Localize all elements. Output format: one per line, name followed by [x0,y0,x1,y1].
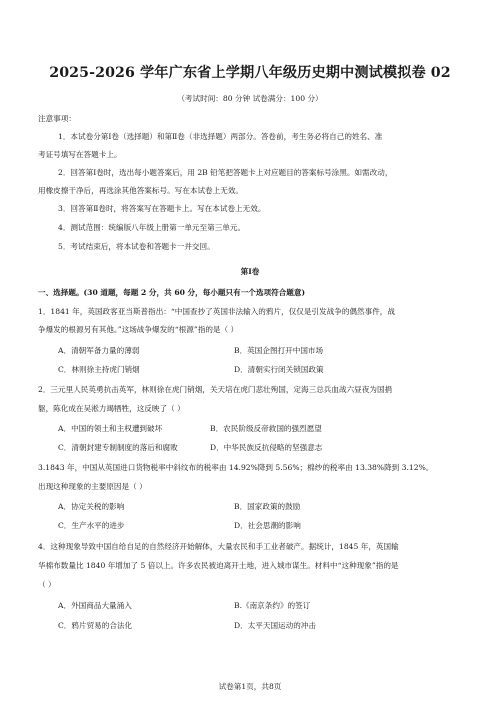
question-stem: 出现这种现象的主要原因是（ ） [38,482,147,491]
question-stem: （ ） [38,580,56,589]
option-c: C．鸦片贸易的合法化 [58,621,133,630]
question-stem: 2．三元里人民英勇抗击英军，林则徐在虎门销烟，关天培在虎门悲壮殉国，定海三总兵血战六昼夜为国捐 [38,385,393,394]
question-stem: 4．这种现象导致中国自给自足的自然经济开始解体，大量农民和手工业者破产。据统计，1845 年，英国输 [38,542,399,551]
question-stem: 1．1841 年，英国政客亚当斯普指出：“中国查抄了英国非法输入的鸦片，仅仅是引发战争的偶然事件，战 [38,307,395,316]
option-b: B．国家政策的鼓励 [234,502,301,511]
notes-heading: 注意事项： [38,114,76,123]
option-a: A．清朝军备力量的薄弱 [58,346,140,355]
option-b: B．英国企图打开中国市场 [234,346,324,355]
section-heading: 一、选择题。(30 道题，每题 2 分，共 60 分，每小题只有一个选项符合题意) [38,288,306,297]
question-stem: 3.1843 年，中国从英国进口货物税率中斜纹布的税率由 14.92%降到 5.56%；棉纱的税率由 13.38%降到 3.12%。 [38,463,434,472]
exam-subtitle: （考试时间：80 分钟 试卷满分：100 分） [177,94,323,103]
option-c: C．生产水平的进步 [58,521,125,530]
note-line: 考证号填写在答题卡上。 [38,150,122,159]
note-line: 4．测试范围：统编版八年级上册第一单元至第三单元。 [58,223,246,232]
option-d: D．清朝实行闭关锁国政策 [234,365,324,374]
question-stem: 华棉布数量比 1840 年增加了 5 倍以上。许多农民被迫离开土地，进入城市谋生。材料中“这种现象”指的是 [38,561,399,570]
volume-title: 第Ⅰ卷 [240,267,260,276]
option-d: D．太平天国运动的冲击 [234,621,317,630]
question-stem: 争爆发的根源另有其他。”这场战争爆发的“根源”指的是（ ） [38,325,239,334]
option-d: D．社会思潮的影响 [234,521,301,530]
option-c: C．清朝封建专制制度的落后和腐败 [58,443,178,452]
option-a: A．中国的领土和主权遭到破坏 [58,424,163,433]
option-a: A．外国商品大量涌入 [58,601,132,610]
option-a: A．协定关税的影响 [58,502,125,511]
exam-title: 2025-2026 学年广东省上学期八年级历史期中测试模拟卷 02 [49,65,451,81]
option-b: B．农民阶级反帝救国的强烈愿望 [210,424,322,433]
option-c: C．林则徐主持虎门销烟 [58,365,140,374]
note-line: 5．考试结束后，将本试卷和答题卡一并交回。 [58,242,215,251]
option-b: B.《南京条约》的签订 [234,601,311,610]
question-stem: 躯，陈化成在吴淞力竭牺牲，这反映了（ ） [38,404,185,413]
note-line: 2．回答第Ⅰ卷时，选出每小题答案后，用 2B 铅笔把答题卡上对应题目的答案标号涂黑。如需改动， [58,168,393,177]
note-line: 1．本试卷分第Ⅰ卷（选择题）和第Ⅱ卷（非选择题）两部分。答卷前，考生务必将自己的姓名、准 [58,132,383,141]
option-d: D．中华民族反抗侵略的坚强意志 [210,443,323,452]
note-line: 3．回答第Ⅱ卷时，将答案写在答题卡上。写在本试卷上无效。 [58,204,266,213]
page-footer: 试卷第1页，共8页 [218,682,282,691]
note-line: 用橡皮擦干净后，再选涂其他答案标号。写在本试卷上无效。 [38,186,244,195]
